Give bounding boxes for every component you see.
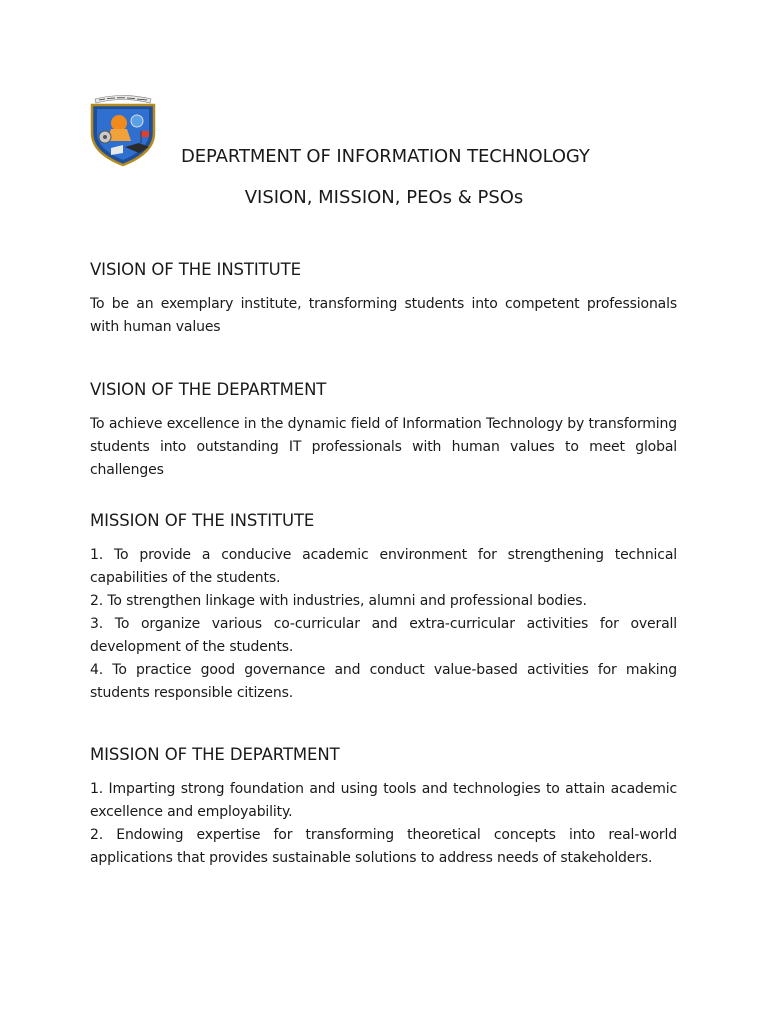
section-heading: VISION OF THE DEPARTMENT <box>90 380 327 399</box>
section-body <box>90 293 677 339</box>
section-heading: VISION OF THE INSTITUTE <box>90 260 301 279</box>
list-item: 2. Endowing expertise for transforming theoretical concepts into real-world applications that provides sustainable solutions to address needs of stakeholders. <box>90 827 677 866</box>
list-item: 3. To organize various co-curricular and extra-curricular activities for overall development of the students. <box>90 616 677 655</box>
section-vision-department <box>90 379 677 482</box>
department-title: DEPARTMENT OF INFORMATION TECHNOLOGY <box>181 146 590 167</box>
institute-crest-icon <box>89 93 157 167</box>
list-item: 2. To strengthen linkage with industries, alumni and professional bodies. <box>90 593 587 609</box>
list-item: 1. To provide a conducive academic environment for strengthening technical capabilities of the students. <box>90 547 677 586</box>
document-subtitle: VISION, MISSION, PEOs & PSOs <box>244 187 524 208</box>
section-body <box>90 544 677 705</box>
section-heading: MISSION OF THE DEPARTMENT <box>90 745 340 764</box>
paragraph: To be an exemplary institute, transforming students into competent professionals with human values <box>90 296 677 335</box>
section-body <box>90 778 677 870</box>
section-vision-institute <box>90 259 677 339</box>
section-heading: MISSION OF THE INSTITUTE <box>90 511 315 530</box>
paragraph: To achieve excellence in the dynamic field of Information Technology by transforming students into outstanding IT professionals with human values to meet global challenges <box>90 416 677 478</box>
section-mission-department <box>90 744 677 870</box>
list-item: 4. To practice good governance and conduct value-based activities for making students responsible citizens. <box>90 662 677 701</box>
list-item: 1. Imparting strong foundation and using tools and technologies to attain academic excellence and employability. <box>90 781 677 820</box>
section-mission-institute <box>90 510 677 705</box>
section-body <box>90 413 677 482</box>
